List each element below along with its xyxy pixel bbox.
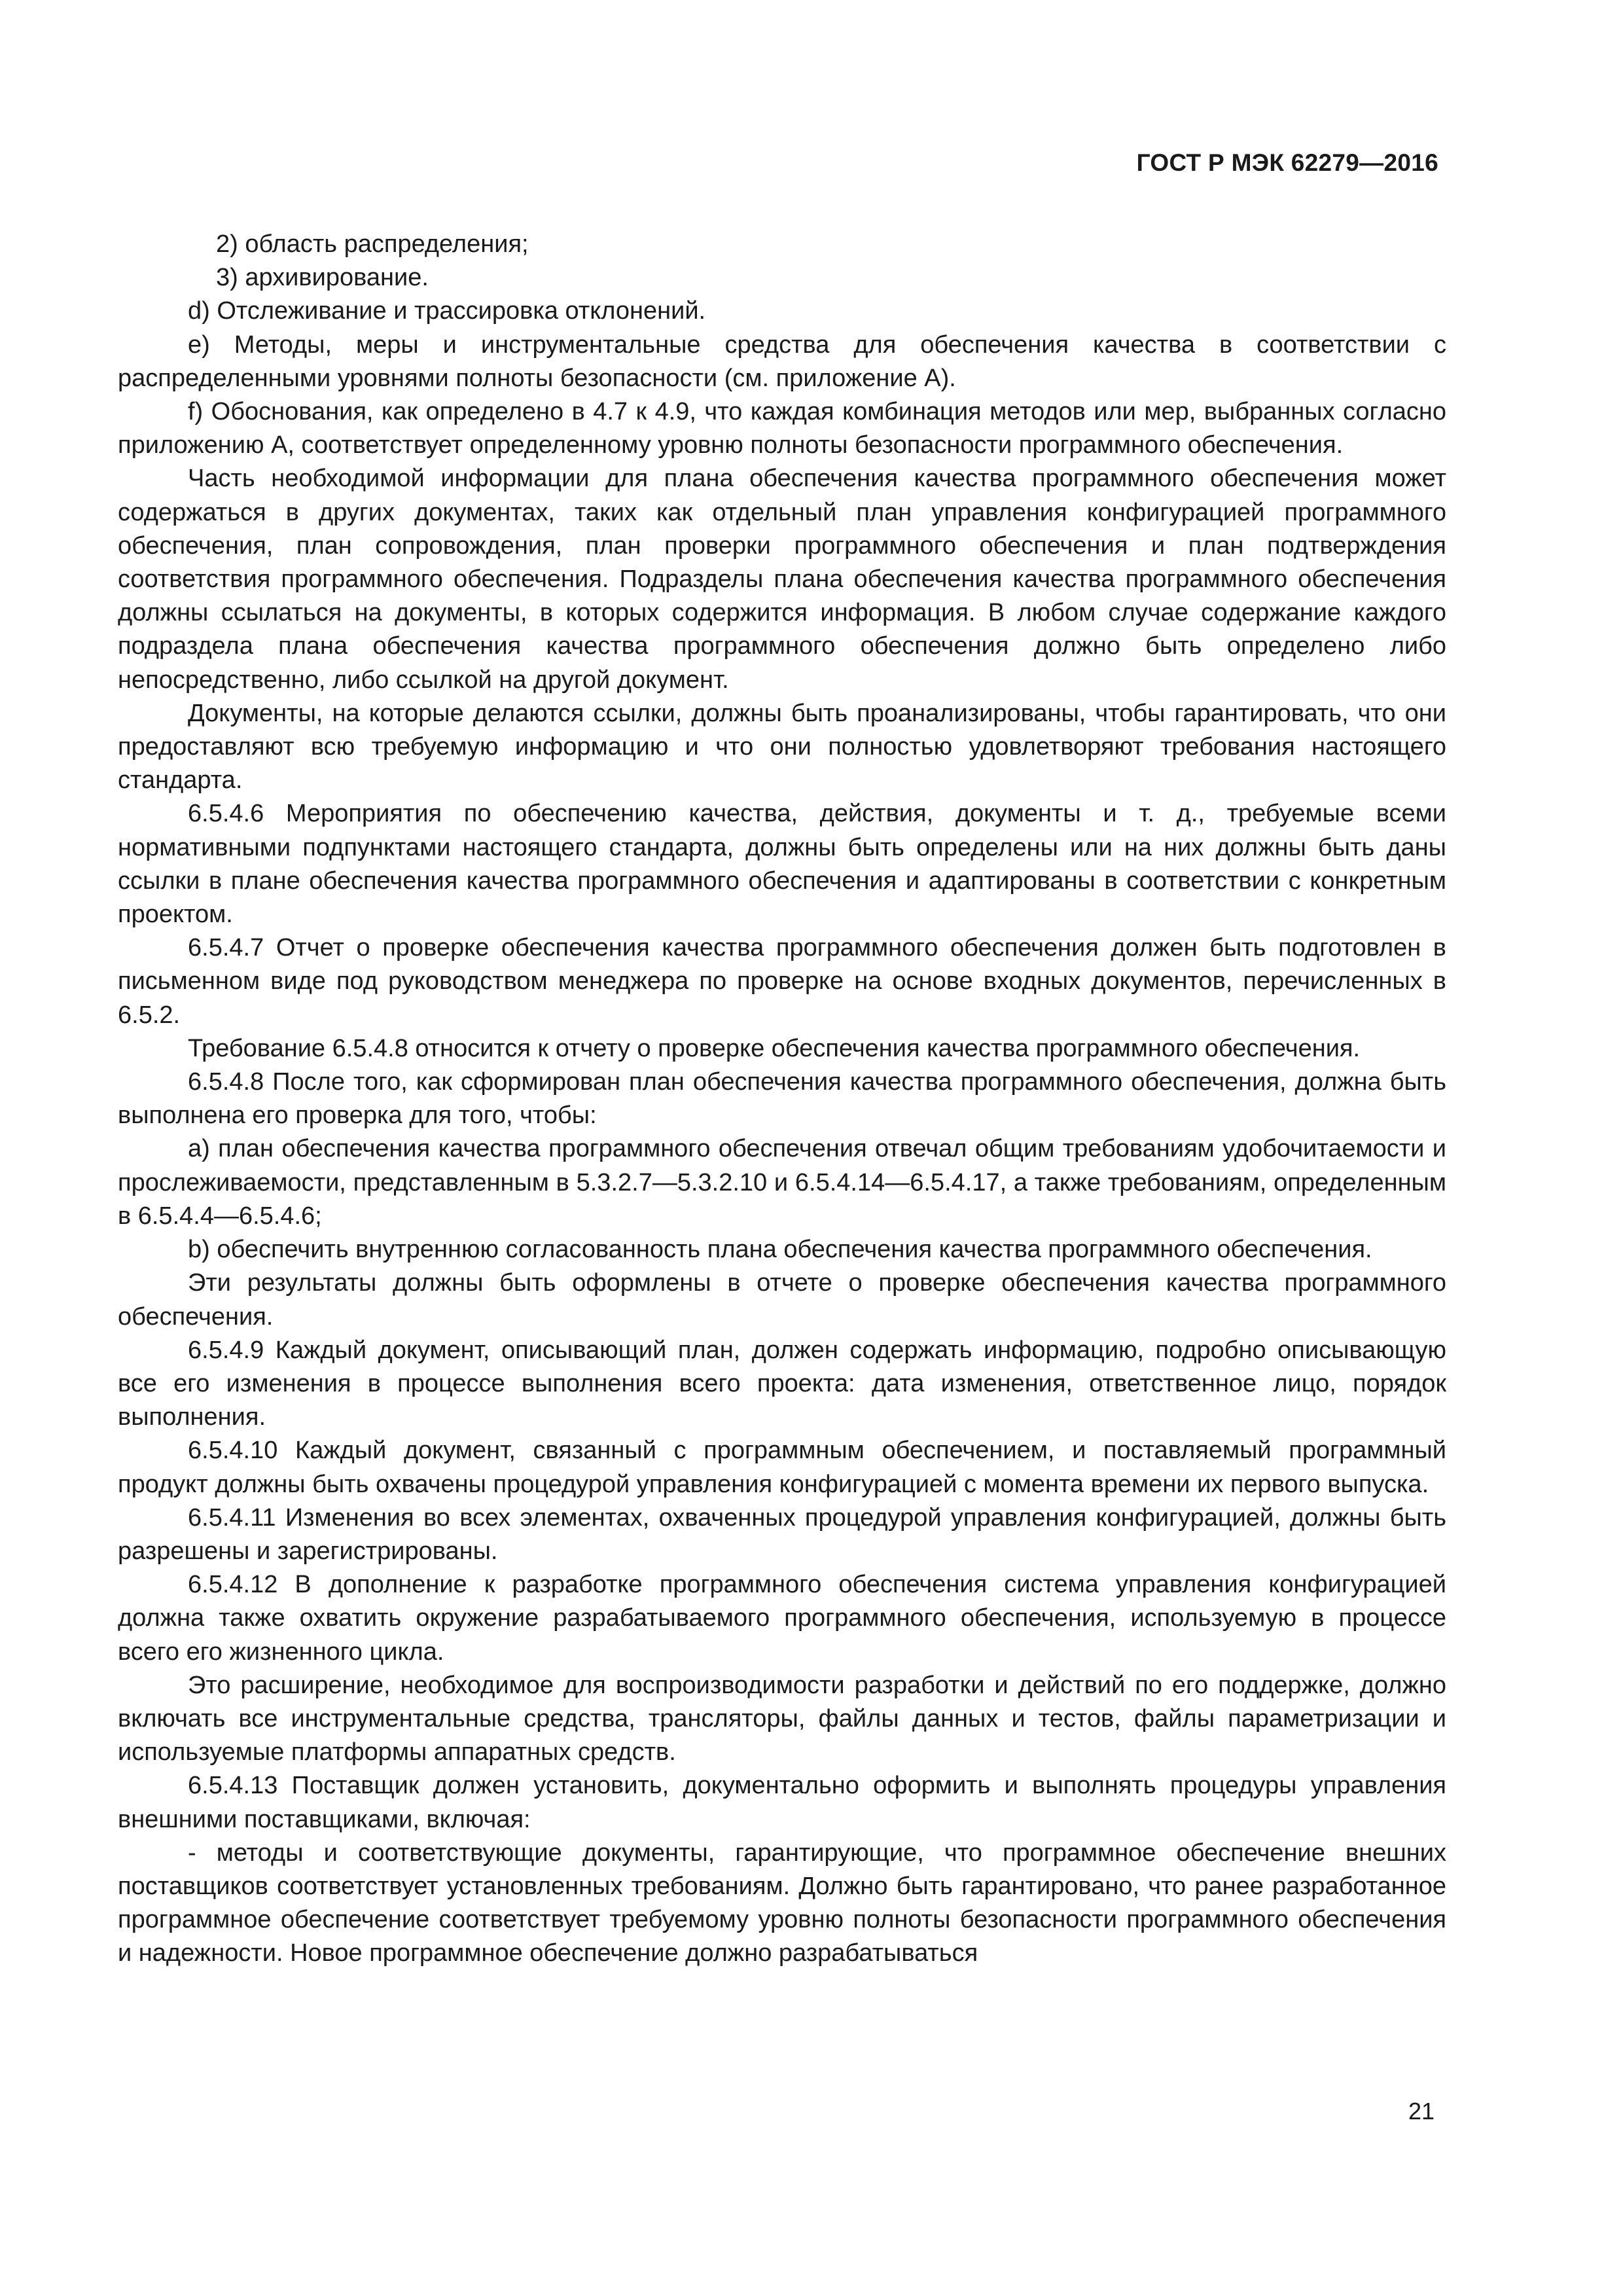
list-item-d: d) Отслеживание и трассировка отклонений. (188, 297, 706, 325)
list-item-distribution-area: 2) область распределения; (216, 230, 529, 258)
list-item-f: f) Обоснования, как определено в 4.7 к 4.9, что каждая комбинация методов или мер, выбранных согласно приложению А, соответствует определенному уровню полноты безопасности программного обеспечения. (118, 398, 1446, 459)
paragraph-referenced-docs: Документы, на которые делаются ссылки, должны быть проанализированы, чтобы гарантировать, что они предоставляют всю требуемую информацию и что они полностью удовлетворяют требования настоящего стандарта. (118, 699, 1446, 795)
list-item-e: e) Методы, меры и инструментальные средства для обеспечения качества в соответствии с распределенными уровнями полноты безопасности (см. приложение А). (118, 331, 1446, 392)
page-body (118, 228, 1446, 1971)
clause-6-5-4-6: 6.5.4.6 Мероприятия по обеспечению качества, действия, документы и т. д., требуемые всеми нормативными подпунктами настоящего стандарта, должны быть определены или на них должны быть даны ссылки в плане обеспечения качества программного обеспечения и адаптированы в соответствии с конкретным проектом. (118, 800, 1446, 929)
clause-6-5-4-8: 6.5.4.8 После того, как сформирован план обеспечения качества программного обеспечения, должна быть выполнена его проверка для того, чтобы: (118, 1068, 1446, 1130)
list-item-methods-documents: - методы и соответствующие документы, гарантирующие, что программное обеспечение внешних поставщиков соответствует установленных требованиям. Должно быть гарантировано, что ранее разработанное программное обеспечение соответствует требуемому уровню полноты безопасности программного обеспечения и надежности. Новое программное обеспечение должно разрабатываться (118, 1839, 1446, 1967)
paragraph-requirement-6-5-4-8: Требование 6.5.4.8 относится к отчету о проверке обеспечения качества программного обеспечения. (188, 1034, 1361, 1062)
page-number: 21 (1408, 2098, 1435, 2125)
paragraph-qa-plan-info: Часть необходимой информации для плана обеспечения качества программного обеспечения может содержаться в других документах, таких как отдельный план управления конфигурацией программного обеспечения, план сопровождения, план проверки программного обеспечения и план подтверждения соответствия программного обеспечения. Подразделы плана обеспечения качества программного обеспечения должны ссылаться на документы, в которых содержится информация. В любом случае содержание каждого подраздела плана обеспечения качества программного обеспечения должно быть определено либо непосредственно, либо ссылкой на другой документ. (118, 465, 1446, 694)
list-item-archiving: 3) архивирование. (216, 264, 429, 292)
paragraph-results-report: Эти результаты должны быть оформлены в отчете о проверке обеспечения качества программного обеспечения. (118, 1269, 1446, 1331)
paragraph-extension: Это расширение, необходимое для воспроизводимости разработки и действий по его поддержке, должно включать все инструментальные средства, трансляторы, файлы данных и тестов, файлы параметризации и используемые платформы аппаратных средств. (118, 1671, 1446, 1767)
list-item-b: b) обеспечить внутреннюю согласованность плана обеспечения качества программного обеспечения. (188, 1236, 1372, 1264)
list-item-a: a) план обеспечения качества программного обеспечения отвечал общим требованиям удобочитаемости и прослеживаемости, представленным в 5.3.2.7—5.3.2.10 и 6.5.4.14—6.5.4.17, а также требованиям, определенным в 6.5.4.4—6.5.4.6; (118, 1135, 1446, 1230)
clause-6-5-4-10: 6.5.4.10 Каждый документ, связанный с программным обеспечением, и поставляемый программный продукт должны быть охвачены процедурой управления конфигурацией с момента времени их первого выпуска. (118, 1437, 1446, 1498)
document-code-header: ГОСТ Р МЭК 62279—2016 (1136, 149, 1438, 176)
clause-6-5-4-7: 6.5.4.7 Отчет о проверке обеспечения качества программного обеспечения должен быть подготовлен в письменном виде под руководством менеджера по проверке на основе входных документов, перечисленных в 6.5.2. (118, 934, 1446, 1029)
clause-6-5-4-13: 6.5.4.13 Поставщик должен установить, документально оформить и выполнять процедуры управления внешними поставщиками, включая: (118, 1772, 1446, 1833)
clause-6-5-4-11: 6.5.4.11 Изменения во всех элементах, охваченных процедурой управления конфигурацией, должны быть разрешены и зарегистрированы. (118, 1503, 1446, 1565)
clause-6-5-4-9: 6.5.4.9 Каждый документ, описывающий план, должен содержать информацию, подробно описывающую все его изменения в процессе выполнения всего проекта: дата изменения, ответственное лицо, порядок выполнения. (118, 1336, 1446, 1431)
clause-6-5-4-12: 6.5.4.12 В дополнение к разработке программного обеспечения система управления конфигурацией должна также охватить окружение разрабатываемого программного обеспечения, используемую в процессе всего его жизненного цикла. (118, 1571, 1446, 1666)
